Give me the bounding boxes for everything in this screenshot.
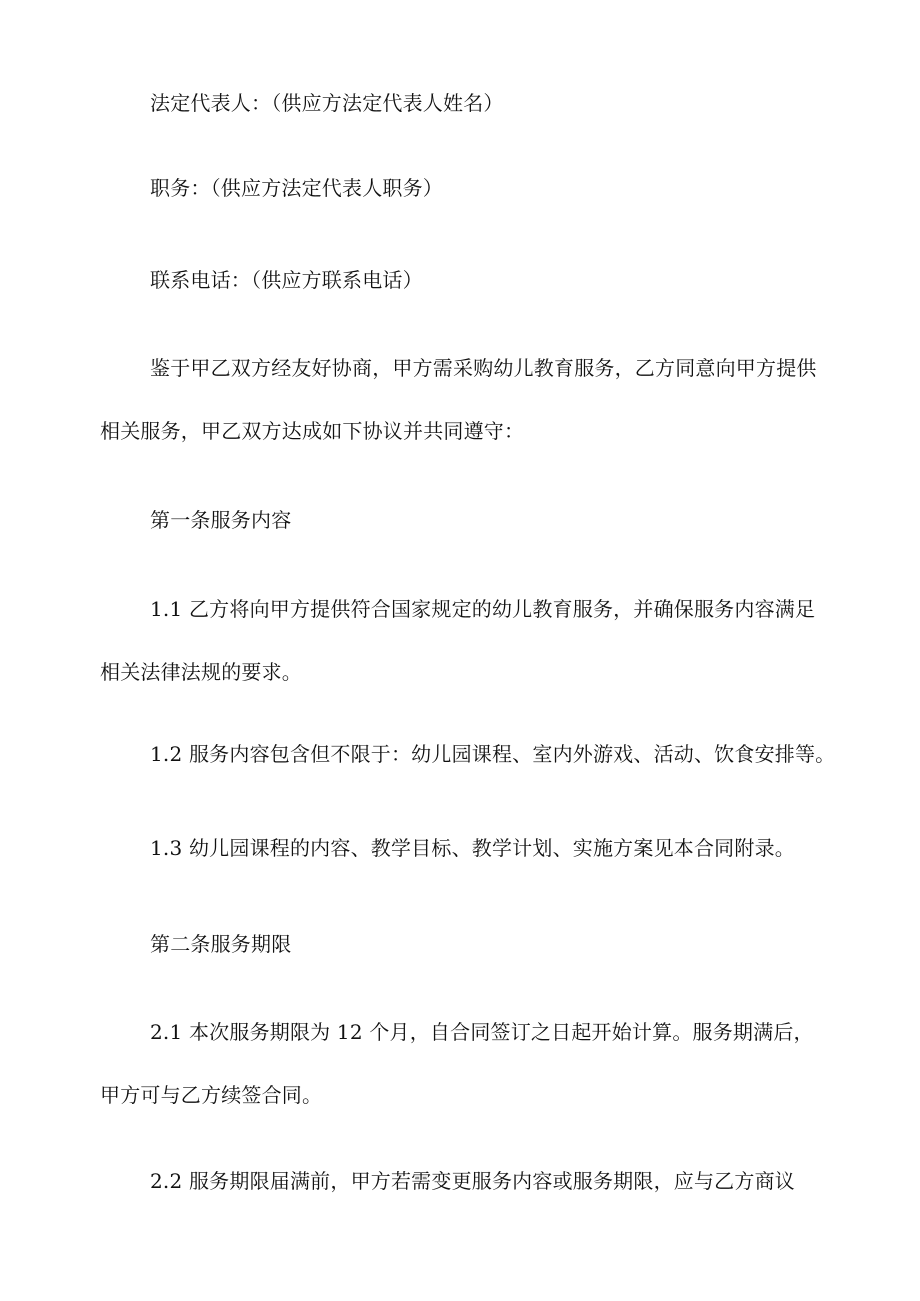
position-line: 职务：（供应方法定代表人职务）	[150, 176, 443, 200]
article-2-heading: 第二条服务期限	[150, 932, 292, 956]
clause-1-3: 1.3 幼儿园课程的内容、教学目标、教学计划、实施方案见本合同附录。	[150, 836, 795, 860]
preamble-paragraph: 鉴于甲乙双方经友好协商，甲方需采购幼儿教育服务，乙方同意向甲方提供 相关服务，甲乙双方达成如下协议并共同遵守：	[100, 356, 817, 443]
contact-phone-line: 联系电话：（供应方联系电话）	[150, 268, 423, 292]
clause-1-1: 1.1 乙方将向甲方提供符合国家规定的幼儿教育服务，并确保服务内容满足 相关法律法规的要求。	[100, 597, 816, 684]
clause-2-1: 2.1 本次服务期限为 12 个月，自合同签订之日起开始计算。服务期满后， 甲方可与乙方续签合同。	[100, 1020, 814, 1107]
clause-1-2: 1.2 服务内容包含但不限于：幼儿园课程、室内外游戏、活动、饮食安排等。	[150, 742, 836, 766]
article-1-heading: 第一条服务内容	[150, 508, 292, 532]
clause-2-2: 2.2 服务期限届满前，甲方若需变更服务内容或服务期限，应与乙方商议	[150, 1169, 795, 1193]
legal-representative-line: 法定代表人：（供应方法定代表人姓名）	[150, 91, 504, 115]
